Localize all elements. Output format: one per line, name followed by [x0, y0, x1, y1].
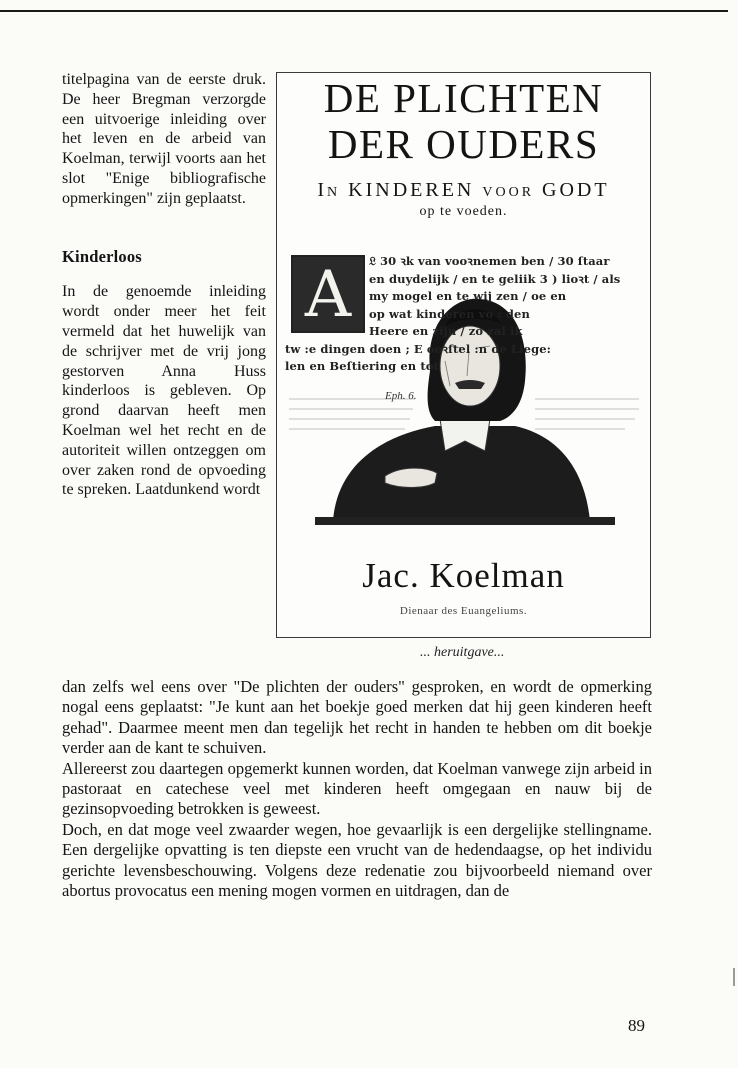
- body-paragraph: Doch, en dat moge veel zwaarder wegen, hoe gevaarlijk is een dergelijke stellingname. Een dergelijke opvatting is ten diepste een vrucht van de hedendaagse, op het individu gerichte levensbeschouwing. Volgens deze redenatie zou bijvoorbeeld niemand over abortus provocatus een mening mogen vormen en uitdragen, dan de: [62, 819, 652, 901]
- edge-mark: [733, 968, 735, 986]
- body-paragraph: dan zelfs wel eens over "De plichten der ouders" gesproken, en wordt de opmerking nogal eens geplaatst: "Je kunt aan het boekje goed merken dat hij geen kinderen heeft gehad". Daarmee meent men dan tegelijk het recht in handen te hebben om dit boekje verder aan de kant te schuiven.: [62, 677, 652, 758]
- body-paragraph: Allereerst zou daartegen opgemerkt kunnen worden, dat Koelman vanwege zijn arbeid in pastoraat en catechese veel met kinderen heeft omgegaan en nauw bij de gezinsopvoeding betrokken is geweest.: [62, 758, 652, 819]
- body-text: [62, 677, 652, 901]
- blackletter-text: [285, 253, 639, 376]
- blackletter-line: 𝔏 30 ꝛk van vooꝛnemen ben / 30 ſtaar: [369, 254, 610, 268]
- engraving-plate: [285, 251, 643, 546]
- cover-title: [277, 75, 650, 167]
- section-paragraph: In de genoemde inleiding wordt onder meer het feit vermeld dat het huwelijk van de schrijver met de vrij jong gestorven Anna Huss kinderloos is gebleven. Op grond daarvan heeft men Koelman wel het recht en de autoriteit willen ontzeggen om over zaken rond de opvoeding te spreken. Laatdunkend wordt: [62, 283, 266, 499]
- cover-author-subtitle: Dienaar des Euangeliums.: [399, 605, 528, 617]
- dropcap-letter: A: [291, 255, 365, 333]
- page-number: 89: [628, 1016, 645, 1035]
- blackletter-line: Heere en zijn / zo zal ik: [369, 324, 523, 338]
- top-rule: [0, 10, 728, 12]
- blackletter-line: len en Beſtiering en tot: [285, 359, 439, 373]
- blackletter-line: my mogel en te wij zen / oe en: [369, 289, 567, 303]
- left-column: [62, 70, 266, 500]
- cover-subtitle: In KINDEREN voor GODT: [317, 179, 610, 201]
- scripture-ref: Eph. 6.: [385, 390, 417, 402]
- cover-subtitle-2: op te voeden.: [419, 204, 508, 219]
- cover-title-line1: DE PLICHTEN: [323, 75, 604, 121]
- intro-paragraph: titelpagina van de eerste druk. De heer Bregman verzorgde een uitvoerige inleiding over het leven en de arbeid van Koelman, terwijl voorts aan het slot "Enige bibliografische opmerkingen" zijn geplaatst.: [62, 71, 266, 207]
- blackletter-line: en duydelijk / en te geliik 3 ) lioꝛt / als: [369, 271, 621, 286]
- blackletter-line: tw :e dingen doen ; E ooꝛſtel :n de Liege:: [285, 341, 551, 356]
- cover-title-line2: DER OUDERS: [327, 121, 600, 167]
- section-heading: Kinderloos: [62, 246, 142, 266]
- figure-caption: ... heruitgave...: [420, 645, 505, 660]
- cover-author: Jac. Koelman: [362, 556, 565, 595]
- title-page-figure: [276, 72, 651, 638]
- blackletter-line: op wat kinderen vo : den: [369, 306, 530, 321]
